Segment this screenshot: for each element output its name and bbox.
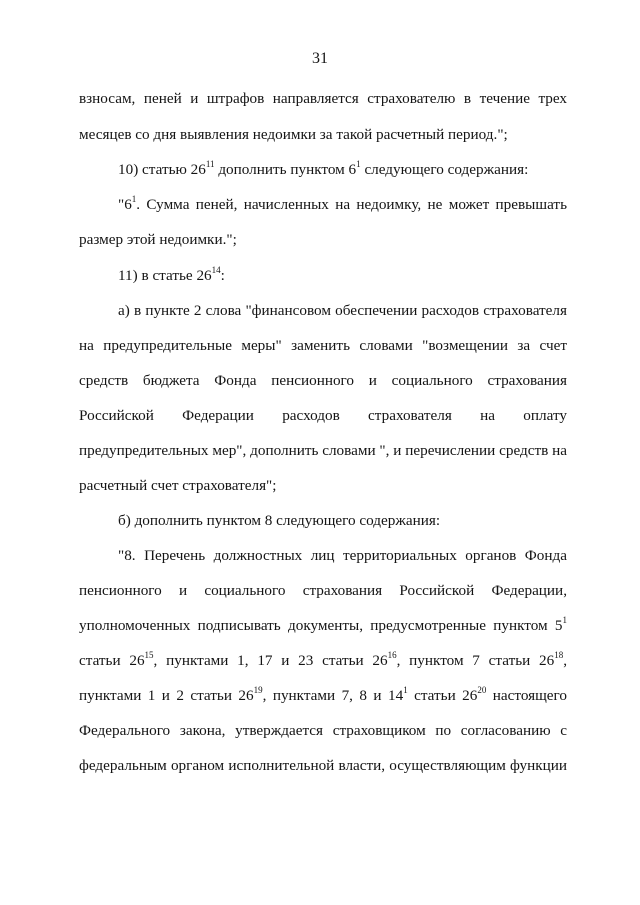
text-line: пунктами 1 и 2 статьи $26^{19}$, пунктами 7, 8 и $14^1$ статьи $26^{20}$ настоящего <box>79 684 567 704</box>
text-line: б) дополнить пунктом 8 следующего содержания: <box>118 512 441 529</box>
text-line: размер этой недоимки."; <box>79 231 237 248</box>
text-line: Российской Федерации расходов страхователя на оплату <box>79 407 567 424</box>
text-line: федеральным органом исполнительной власти, осуществляющим функции <box>79 757 567 774</box>
text-line: а) в пункте 2 слова "финансовом обеспечении расходов страхователя <box>118 302 567 319</box>
page-number: 31 <box>312 50 328 67</box>
text-line: пенсионного и социального страхования Российской Федерации, <box>79 582 567 599</box>
text-line: месяцев со дня выявления недоимки за такой расчетный период."; <box>79 126 508 143</box>
text-line: предупредительных мер", дополнить словами ", и перечислении средств на <box>79 442 567 459</box>
text-line: расчетный счет страхователя"; <box>79 477 277 494</box>
text-line: "$6^1$. Сумма пеней, начисленных на недоимку, не может превышать <box>118 193 567 213</box>
text-line: на предупредительные меры" заменить словами "возмещении за счет <box>79 337 567 354</box>
text-line: Федерального закона, утверждается страховщиком по согласованию с <box>79 722 567 739</box>
text-line: 11) в статье $26^{14}$: <box>118 264 225 284</box>
text-line: статьи $26^{15}$, пунктами 1, 17 и 23 статьи $26^{16}$, пунктом 7 статьи $26^{18}$, <box>79 649 567 669</box>
text-line: 10) статью $26^{11}$ дополнить пунктом $6^1$ следующего содержания: <box>118 158 529 178</box>
text-line: уполномоченных подписывать документы, предусмотренные пунктом $5^1$ <box>79 614 567 634</box>
text-line: взносам, пеней и штрафов направляется страхователю в течение трех <box>79 90 567 107</box>
text-line: "8. Перечень должностных лиц территориальных органов Фонда <box>118 547 567 564</box>
text-line: средств бюджета Фонда пенсионного и социального страхования <box>79 372 567 389</box>
